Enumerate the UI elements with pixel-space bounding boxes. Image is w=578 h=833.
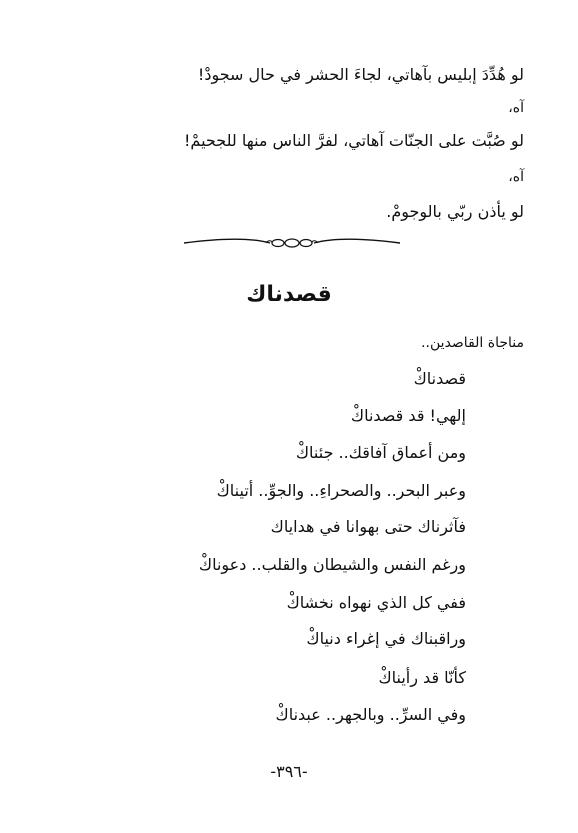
poem-line-10: وفي السرِّ.. وبالجهر.. عبدناكْ xyxy=(275,705,466,724)
poem-line-3: ومن أعماق آفاقك.. جئناكْ xyxy=(295,443,466,462)
verse-line-2: آه، xyxy=(508,100,524,116)
poem-line-6: ورغم النفس والشيطان والقلب.. دعوناكْ xyxy=(198,555,466,574)
section-title: قصدناك xyxy=(246,282,332,307)
poem-line-8: وراقبناك في إغراء دنياكْ xyxy=(306,629,466,648)
verse-line-4: آه، xyxy=(508,169,524,185)
poem-line-5: فآثرناك حتى بهوانا في هداياك xyxy=(270,517,466,536)
section-subtitle: مناجاة القاصدين.. xyxy=(421,335,524,351)
poem-line-2: إلهي! قد قصدناكْ xyxy=(350,406,466,425)
poem-line-1: قصدناكْ xyxy=(413,369,466,388)
page-number: -٣٩٦- xyxy=(270,762,308,781)
poem-line-7: ففي كل الذي نهواه نخشاكْ xyxy=(286,593,466,612)
verse-line-1: لو هُدِّدَ إبليس بآهاتي، لجاءَ الحشر في حال سجودْ! xyxy=(197,65,524,84)
verse-line-5: لو يأذن ربّي بالوجومْ. xyxy=(386,202,524,221)
poem-line-9: كأنّا قد رأيناكْ xyxy=(378,668,466,687)
verse-line-3: لو صُبَّت على الجنّات آهاتي، لفرَّ الناس منها للجحيمْ! xyxy=(184,131,524,150)
ornamental-divider-icon xyxy=(182,232,402,252)
poem-line-4: وعبر البحر.. والصحراءِ.. والجوِّ.. أتيناكْ xyxy=(216,481,466,500)
